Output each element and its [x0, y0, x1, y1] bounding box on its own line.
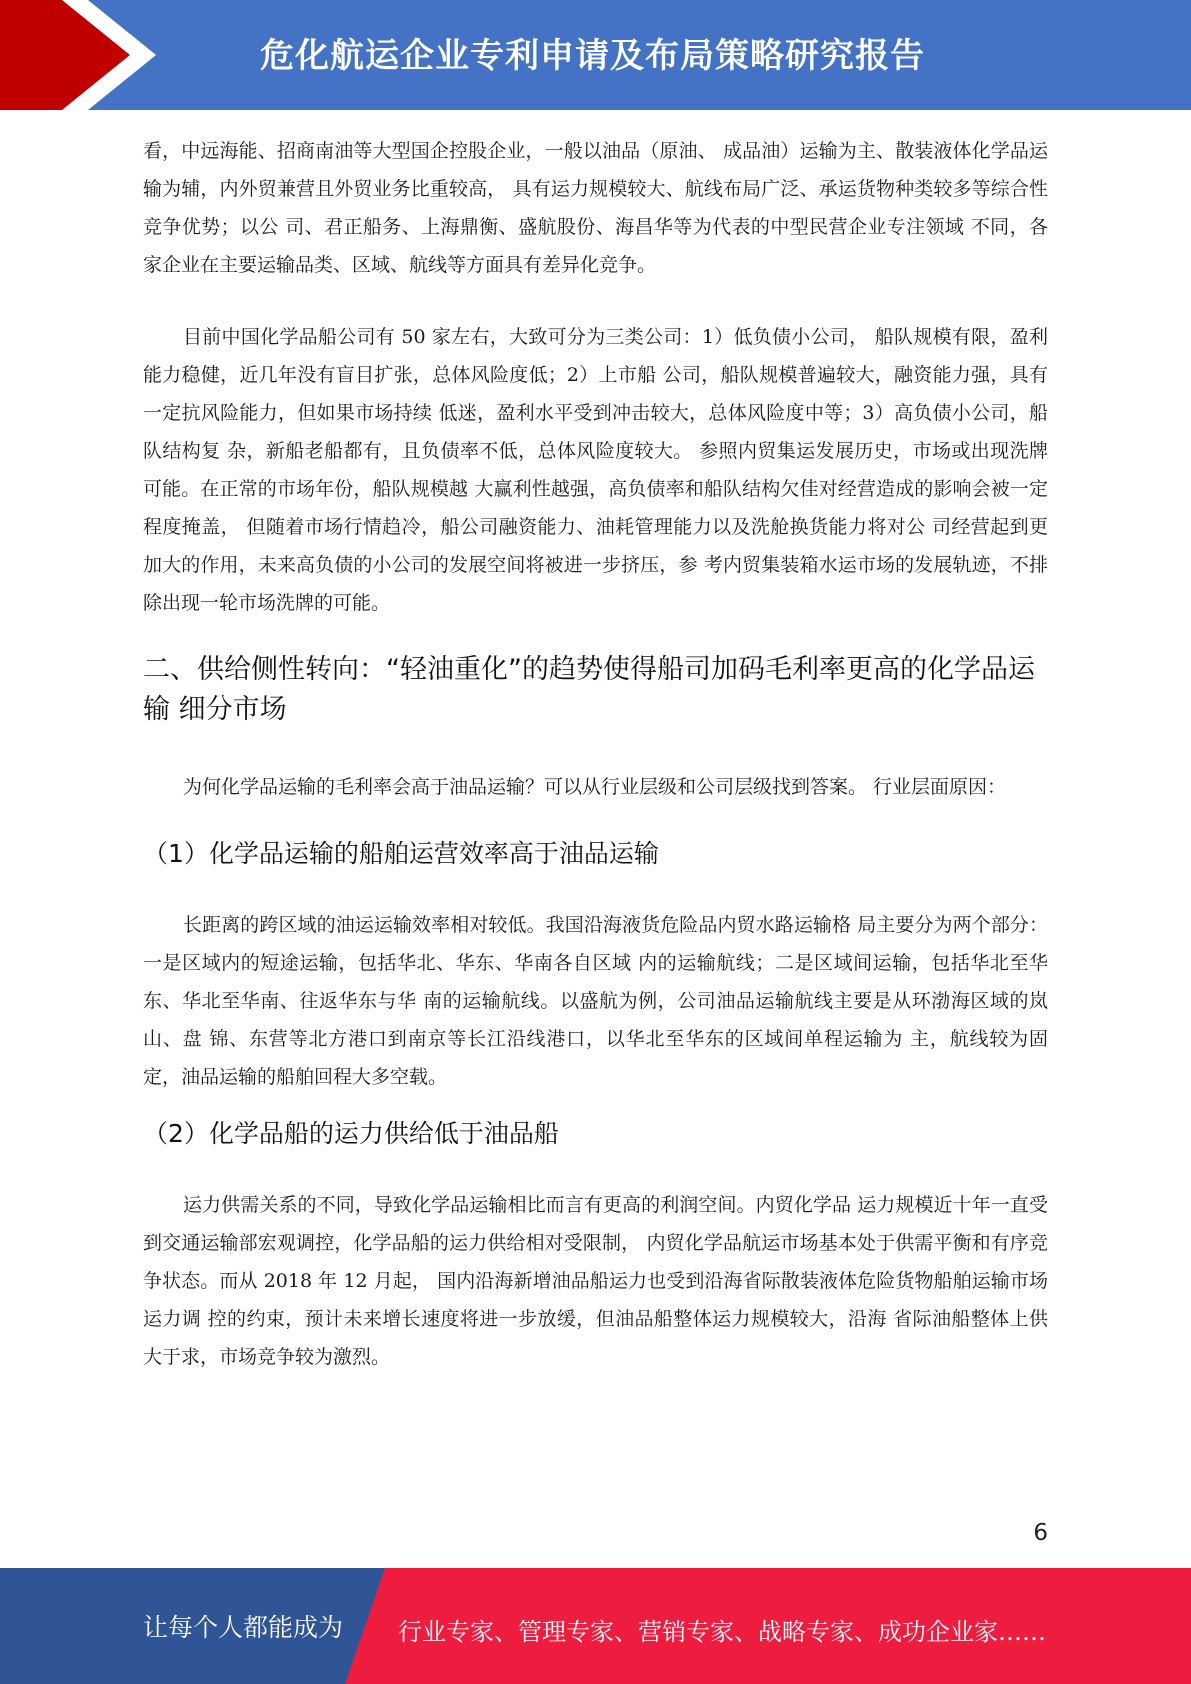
- document-body: [143, 132, 1048, 1376]
- page-number: 6: [1033, 1520, 1048, 1546]
- paragraph-efficiency: 长距离的跨区域的油运运输效率相对较低。我国沿海液货危险品内贸水路运输格 局主要分为两个部分：一是区域内的短途运输，包括华北、华东、华南各自区域 内的运输航线；二是区域间运输，包括华北至华东、华北至华南、往返华东与华 南的运输航线。以盛航为例，公司油品运输航线主要是从环渤海区域的岚山、盘 锦、东营等北方港口到南京等长江沿线港口，以华北至华东的区域间单程运输为 主，航线较为固定，油品运输的船舶回程大多空载。: [143, 914, 1048, 1088]
- paragraph-capacity: 运力供需关系的不同，导致化学品运输相比而言有更高的利润空间。内贸化学品 运力规模近十年一直受到交通运输部宏观调控，化学品船的运力供给相对受限制， 内贸化学品航运市场基本处于供需平衡和有序竞争状态。而从 2018 年 12 月起， 国内沿海新增油品船运力也受到沿海省际散装液体危险货物船舶运输市场运力调 控的约束，预计未来增长速度将进一步放缓，但油品船整体运力规模较大，沿海 省际油船整体上供大于求，市场竞争较为激烈。: [143, 1194, 1048, 1368]
- paragraph-competition: 看，中远海能、招商南油等大型国企控股企业，一般以油品（原油、 成品油）运输为主、散装液体化学品运输为辅，内外贸兼营且外贸业务比重较高， 具有运力规模较大、航线布局广泛、承运货物种类较多等综合性竞争优势；以公 司、君正船务、上海鼎衡、盛航股份、海昌华等为代表的中型民营企业专注领域 不同，各家企业在主要运输品类、区域、航线等方面具有差异化竞争。: [143, 140, 1048, 276]
- subheading-capacity: （2）化学品船的运力供给低于油品船: [143, 1119, 559, 1148]
- report-title: 危化航运企业专利申请及布局策略研究报告: [260, 36, 925, 76]
- section-heading-supply-side: 二、供给侧性转向：“轻油重化”的趋势使得船司加码毛利率更高的化学品运输 细分市场: [143, 654, 1035, 725]
- paragraph-gross-margin-question: 为何化学品运输的毛利率会高于油品运输？可以从行业层级和公司层级找到答案。 行业层面原因：: [183, 776, 1007, 798]
- page-footer: [0, 1568, 1191, 1684]
- footer-slogan-left: 让每个人都能成为: [143, 1613, 344, 1642]
- subheading-efficiency: （1）化学品运输的船舶运营效率高于油品运输: [143, 839, 659, 868]
- footer-slogan-right: 行业专家、管理专家、营销专家、战略专家、成功企业家……: [398, 1618, 1046, 1646]
- page-header: [0, 0, 1191, 110]
- paragraph-company-types: 目前中国化学品船公司有 50 家左右，大致可分为三类公司：1）低负债小公司， 船队规模有限，盈利能力稳健，近几年没有盲目扩张，总体风险度低；2）上市船 公司，船队规模普遍较大，融资能力强，具有一定抗风险能力，但如果市场持续 低迷，盈利水平受到冲击较大，总体风险度中等；3）高负债小公司，船队结构复 杂，新船老船都有，且负债率不低，总体风险度较大。 参照内贸集运发展历史，市场或出现洗牌可能。在正常的市场年份，船队规模越 大赢利性越强，高负债率和船队结构欠佳对经营造成的影响会被一定程度掩盖， 但随着市场行情趋冷，船公司融资能力、油耗管理能力以及洗舱换货能力将对公 司经营起到更加大的作用，未来高负债的小公司的发展空间将被进一步挤压，参 考内贸集装箱水运市场的发展轨迹，不排除出现一轮市场洗牌的可能。: [143, 326, 1048, 614]
